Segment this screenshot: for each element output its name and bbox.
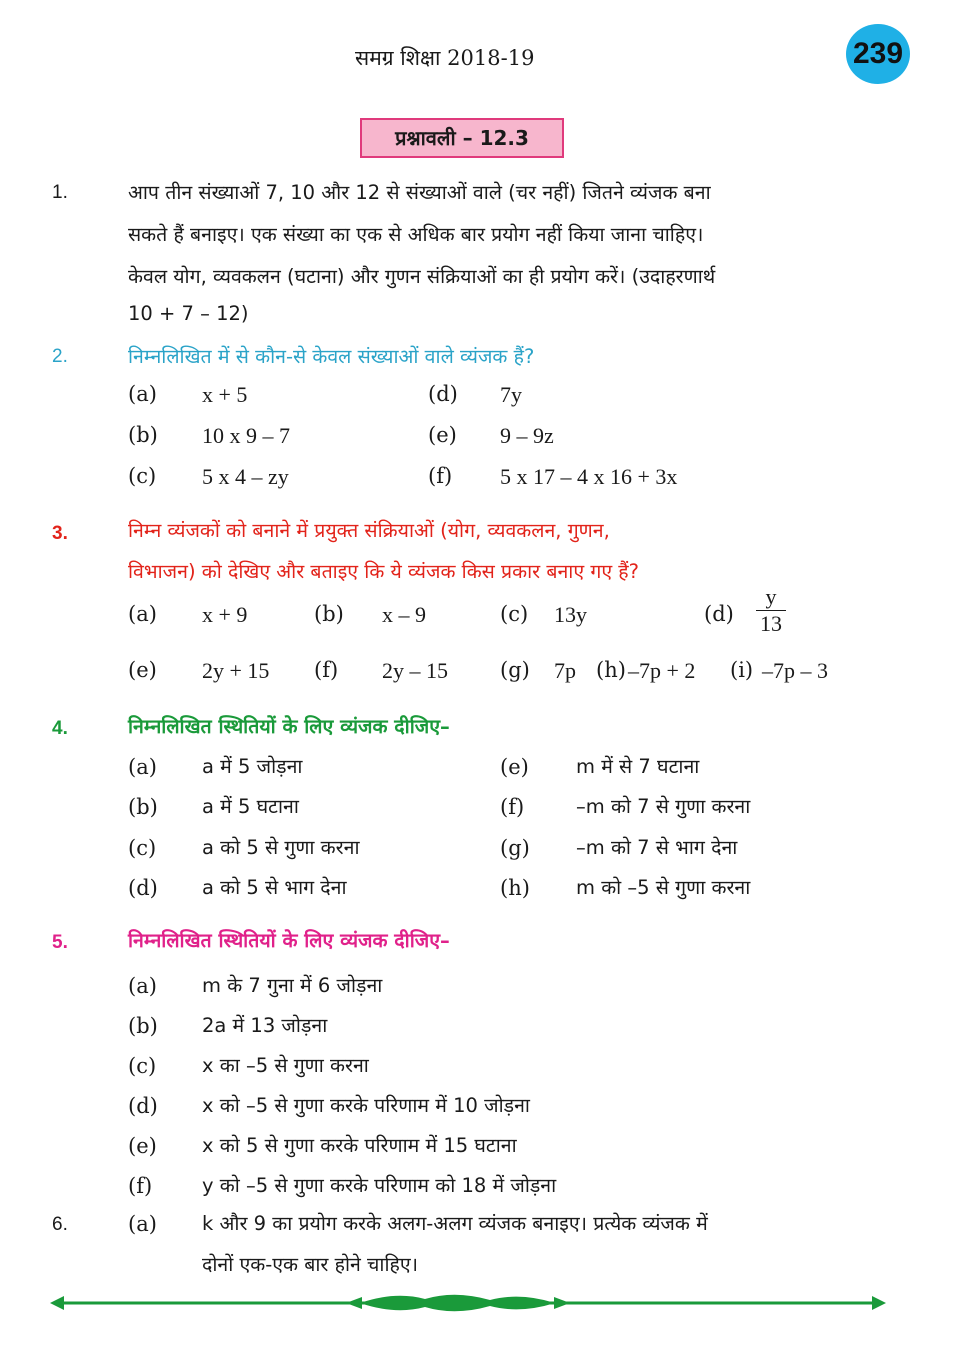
q4-text-d: a को 5 से भाग देना: [202, 876, 347, 899]
q6-number: 6.: [52, 1214, 68, 1235]
q3-label-a: (a): [128, 602, 157, 626]
page-number-badge: 239: [846, 24, 910, 84]
q3-number: 3.: [52, 523, 68, 544]
q2-label-b: (b): [128, 423, 158, 447]
q2-label-c: (c): [128, 464, 157, 488]
q5-text-d: x को –5 से गुणा करके परिणाम में 10 जोड़ना: [202, 1094, 530, 1117]
q4-label-e: (e): [500, 755, 529, 779]
q1-line-2: सकते हैं बनाइए। एक संख्या का एक से अधिक बार प्रयोग नहीं किया जाना चाहिए।: [128, 223, 704, 246]
decorative-divider: [50, 1288, 886, 1318]
q5-label-d: (d): [128, 1094, 158, 1118]
q3-expr-b: x – 9: [382, 602, 426, 627]
q6-line-2: दोनों एक-एक बार होने चाहिए।: [202, 1253, 419, 1276]
q4-text-b: a में 5 घटाना: [202, 795, 299, 818]
q6-label-a: (a): [128, 1212, 157, 1236]
q4-label-g: (g): [500, 836, 530, 860]
q1-line-4: 10 + 7 – 12): [128, 302, 249, 325]
q4-label-b: (b): [128, 795, 158, 819]
fraction-denominator: 13: [756, 610, 786, 637]
q3-label-e: (e): [128, 658, 157, 682]
q3-expr-i: –7p – 3: [762, 658, 828, 683]
q4-label-f: (f): [500, 795, 525, 819]
q5-label-c: (c): [128, 1054, 157, 1078]
q1-line-1: आप तीन संख्याओं 7, 10 और 12 से संख्याओं वाले (चर नहीं) जितने व्यंजक बना: [128, 181, 711, 204]
q2-expr-e: 9 – 9z: [500, 423, 554, 448]
q2-label-f: (f): [428, 464, 453, 488]
q5-text-b: 2a में 13 जोड़ना: [202, 1014, 328, 1037]
q4-label-d: (d): [128, 876, 158, 900]
q3-expr-g: 7p: [554, 658, 576, 683]
q4-number: 4.: [52, 718, 68, 739]
q2-expr-f: 5 x 17 – 4 x 16 + 3x: [500, 464, 678, 489]
q3-fraction-d: [756, 584, 786, 637]
q2-text: निम्नलिखित में से कौन-से केवल संख्याओं वाले व्यंजक हैं?: [128, 345, 535, 368]
q3-label-h: (h): [596, 658, 626, 682]
q4-text-h: m को –5 से गुणा करना: [576, 876, 751, 899]
q5-text: निम्नलिखित स्थितियों के लिए व्यंजक दीजिए–: [128, 929, 450, 952]
q2-expr-b: 10 x 9 – 7: [202, 423, 290, 448]
q3-label-d: (d): [704, 602, 734, 626]
q3-expr-f: 2y – 15: [382, 658, 448, 683]
q3-expr-c: 13y: [554, 602, 587, 627]
q3-label-c: (c): [500, 602, 529, 626]
q3-line-1: निम्न व्यंजकों को बनाने में प्रयुक्त संक्रियाओं (योग, व्यवकलन, गुणन,: [128, 519, 610, 542]
q5-text-e: x को 5 से गुणा करके परिणाम में 15 घटाना: [202, 1134, 517, 1157]
q3-label-g: (g): [500, 658, 530, 682]
q3-expr-a: x + 9: [202, 602, 248, 627]
q6-line-1: k और 9 का प्रयोग करके अलग-अलग व्यंजक बनाइए। प्रत्येक व्यंजक में: [202, 1212, 708, 1235]
q5-label-a: (a): [128, 974, 157, 998]
q5-text-c: x का –5 से गुणा करना: [202, 1054, 369, 1077]
q5-label-f: (f): [128, 1174, 153, 1198]
q1-line-3: केवल योग, व्यवकलन (घटाना) और गुणन संक्रियाओं का ही प्रयोग करें। (उदाहरणार्थ: [128, 265, 716, 288]
q3-line-2: विभाजन) को देखिए और बताइए कि ये व्यंजक किस प्रकार बनाए गए हैं?: [128, 560, 640, 583]
q4-label-h: (h): [500, 876, 530, 900]
q3-label-i: (i): [730, 658, 754, 682]
q4-label-c: (c): [128, 836, 157, 860]
q4-text: निम्नलिखित स्थितियों के लिए व्यंजक दीजिए–: [128, 715, 450, 738]
q2-label-d: (d): [428, 382, 458, 406]
fraction-numerator: y: [765, 584, 777, 609]
q4-text-c: a को 5 से गुणा करना: [202, 836, 360, 859]
q5-label-e: (e): [128, 1134, 157, 1158]
q3-expr-h: –7p + 2: [628, 658, 696, 683]
q4-text-f: –m को 7 से गुणा करना: [576, 795, 751, 818]
q2-expr-a: x + 5: [202, 382, 248, 407]
q1-number: 1.: [52, 182, 68, 203]
q2-expr-c: 5 x 4 – zy: [202, 464, 289, 489]
q5-number: 5.: [52, 932, 68, 953]
q4-text-g: –m को 7 से भाग देना: [576, 836, 738, 859]
q4-label-a: (a): [128, 755, 157, 779]
q3-expr-e: 2y + 15: [202, 658, 270, 683]
q5-text-f: y को –5 से गुणा करके परिणाम को 18 में जोड़ना: [202, 1174, 557, 1197]
page-header-title: समग्र शिक्षा 2018-19: [355, 46, 535, 70]
exercise-title-box: प्रश्नावली – 12.3: [360, 118, 564, 158]
q2-expr-d: 7y: [500, 382, 522, 407]
q4-text-e: m में से 7 घटाना: [576, 755, 700, 778]
q2-label-a: (a): [128, 382, 157, 406]
q5-label-b: (b): [128, 1014, 158, 1038]
q3-label-b: (b): [314, 602, 344, 626]
q5-text-a: m के 7 गुना में 6 जोड़ना: [202, 974, 383, 997]
q2-label-e: (e): [428, 423, 457, 447]
q3-label-f: (f): [314, 658, 339, 682]
q2-number: 2.: [52, 346, 68, 367]
q4-text-a: a में 5 जोड़ना: [202, 755, 303, 778]
